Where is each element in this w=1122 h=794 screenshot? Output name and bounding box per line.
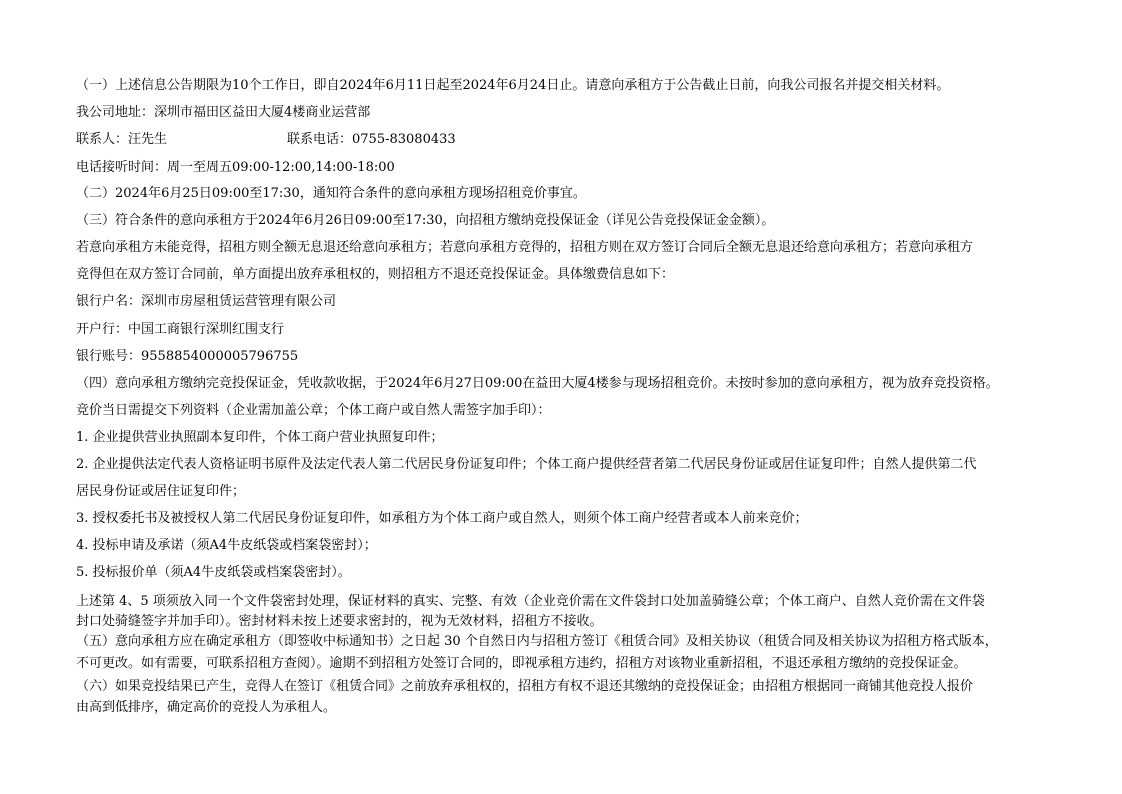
sealing-note-line-1: 上述第 4、5 项须放入同一个文件袋密封处理，保证材料的真实、完整、有效（企业竞价需在文件袋封口处加盖骑缝公章；个体工商户、自然人竞价需在文件袋 (76, 594, 985, 609)
document-item-2-line-2: 居民身份证或居住证复印件； (76, 484, 246, 499)
section-5-contract-line-1: （五）意向承租方应在确定承租方（即签收中标通知书）之日起 30 个自然日内与招租方签订《租赁合同》及相关协议（租赁合同及相关协议为招租方格式版本， (76, 634, 998, 649)
section-6-forfeit-line-2: 由高到低排序，确定高价的竞投人为承租人。 (76, 700, 337, 715)
section-3-deposit: （三）符合条件的意向承租方于2024年6月26日09:00至17:30，向招租方缴纳竞投保证金（详见公告竞投保证金金额）。 (76, 213, 775, 228)
sealing-note-line-2: 封口处骑缝签字并加手印）。密封材料未按上述要求密封的，视为无效材料，招租方不接收。 (76, 614, 603, 629)
section-2-notice: （二）2024年6月25日09:00至17:30，通知符合条件的意向承租方现场招租竞价事宜。 (76, 186, 586, 201)
document-item-4: 4. 投标申请及承诺（须A4牛皮纸袋或档案袋密封）； (76, 538, 377, 553)
document-item-1: 1. 企业提供营业执照副本复印件，个体工商户营业执照复印件； (76, 430, 444, 445)
document-item-2-line-1: 2. 企业提供法定代表人资格证明书原件及法定代表人第二代居民身份证复印件；个体工商户提供经营者第二代居民身份证或居住证复印件；自然人提供第二代 (76, 457, 977, 472)
section-4-bidding: （四）意向承租方缴纳完竞投保证金，凭收款收据，于2024年6月27日09:00在益田大厦4楼参与现场招租竞价。未按时参加的意向承租方，视为放弃竞投资格。 (76, 376, 999, 391)
deposit-refund-line-2: 竞得但在双方签订合同前，单方面提出放弃承租权的，则招租方不退还竞投保证金。具体缴费信息如下： (76, 267, 675, 282)
document-item-5: 5. 投标报价单（须A4牛皮纸袋或档案袋密封）。 (76, 565, 351, 580)
contact-person: 联系人：汪先生 (76, 132, 168, 147)
phone-hours: 电话接听时间：周一至周五09:00-12:00,14:00-18:00 (76, 160, 395, 175)
contact-line (76, 132, 456, 148)
deposit-refund-line-1: 若意向承租方未能竞得，招租方则全额无息退还给意向承租方；若意向承租方竞得的，招租方则在双方签订合同后全额无息退还给意向承租方；若意向承租方 (76, 240, 974, 255)
contact-phone: 联系电话：0755-83080433 (287, 132, 456, 147)
bank-account-number: 银行账号：9558854000005796755 (76, 349, 299, 364)
company-address: 我公司地址：深圳市福田区益田大厦4楼商业运营部 (76, 105, 371, 120)
bank-branch: 开户行：中国工商银行深圳红围支行 (76, 322, 285, 337)
document-item-3: 3. 授权委托书及被授权人第二代居民身份证复印件，如承租方为个体工商户或自然人，则须个体工商户经营者或本人前来竞价； (76, 511, 808, 526)
section-1-notice-period: （一）上述信息公告期限为10个工作日，即自2024年6月11日起至2024年6月24日止。请意向承租方于公告截止日前，向我公司报名并提交相关材料。 (76, 78, 950, 93)
required-documents-intro: 竞价当日需提交下列资料（企业需加盖公章；个体工商户或自然人需签字加手印）： (76, 403, 551, 418)
bank-account-name: 银行户名：深圳市房屋租赁运营管理有限公司 (76, 294, 337, 309)
section-5-contract-line-2: 不可更改。如有需要，可联系招租方查阅）。逾期不到招租方处签订合同的，即视承租方违约，招租方对该物业重新招租，不退还承租方缴纳的竞投保证金。 (76, 656, 967, 671)
section-6-forfeit-line-1: （六）如果竞投结果已产生，竞得人在签订《租赁合同》之前放弃承租权的，招租方有权不退还其缴纳的竞投保证金；由招租方根据同一商铺其他竞投人报价 (76, 679, 974, 694)
